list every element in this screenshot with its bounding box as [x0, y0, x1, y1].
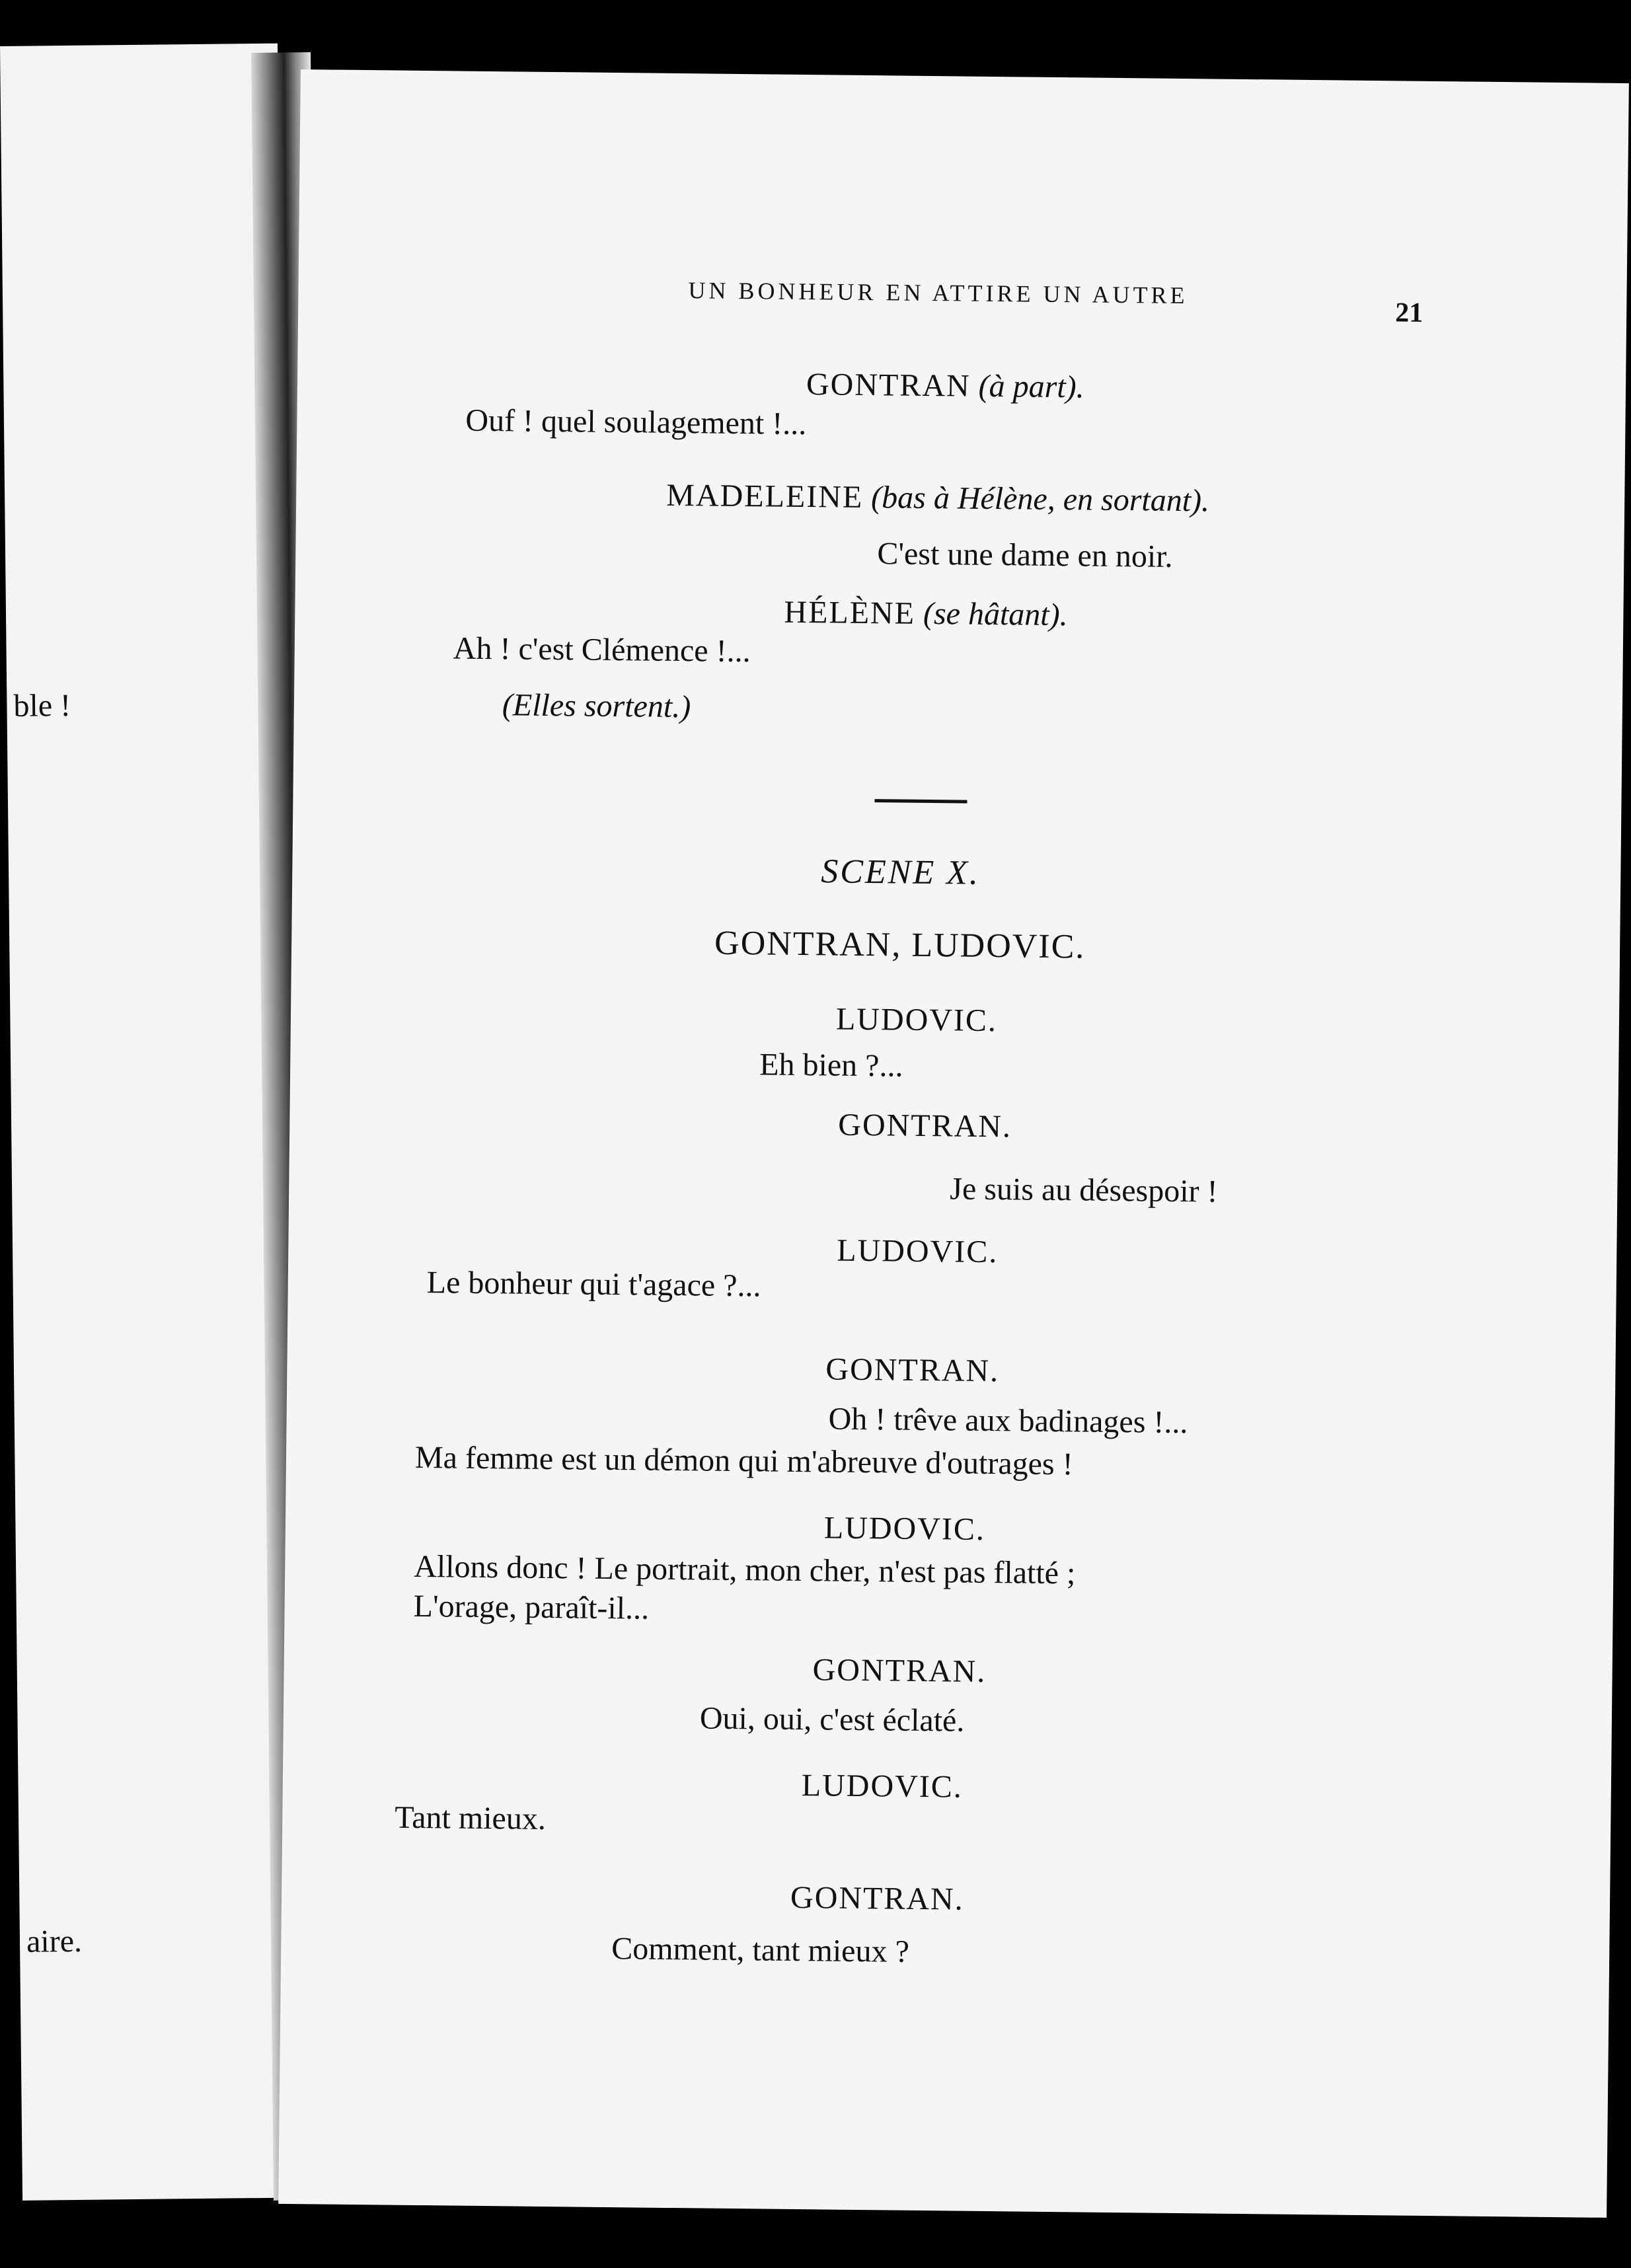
speaker-name: GONTRAN. [790, 1879, 964, 1917]
verse-line: Ah ! c'est Clémence !... [453, 630, 751, 669]
speaker-name: GONTRAN. [812, 1652, 987, 1689]
left-page-fragment: aire. [26, 1923, 83, 1959]
stage-direction: (à part). [978, 368, 1084, 405]
verse-line: L'orage, paraît-il... [413, 1588, 650, 1626]
speaker-name: LUDOVIC. [837, 1232, 999, 1270]
verse-line: Allons donc ! Le portrait, mon cher, n'est pas flatté ; [414, 1548, 1076, 1591]
verse-line: Ouf ! quel soulagement !... [465, 402, 807, 442]
speaker-name: LUDOVIC. [823, 1510, 986, 1547]
speaker-name: HÉLÈNE [784, 594, 916, 631]
verse-line: Oh ! trêve aux badinages !... [828, 1401, 1188, 1441]
speaker-name: GONTRAN. [825, 1351, 1000, 1389]
speaker-name: LUDOVIC. [801, 1768, 964, 1805]
speaker-line [784, 594, 1068, 633]
scene-title: SCENE X. [821, 852, 981, 892]
verse-line: Oui, oui, c'est éclaté. [699, 1700, 965, 1739]
verse-line: Je suis au désespoir ! [950, 1171, 1218, 1209]
speaker-name: GONTRAN [806, 367, 971, 404]
stage-direction: (Elles sortent.) [502, 687, 691, 725]
verse-line: Ma femme est un démon qui m'abreuve d'outrages ! [414, 1439, 1073, 1482]
page-number: 21 [1394, 297, 1423, 328]
scene-characters: GONTRAN, LUDOVIC. [714, 924, 1086, 966]
verse-line: Eh bien ?... [759, 1047, 903, 1084]
speaker-line [806, 369, 1084, 403]
speaker-line [666, 477, 1210, 519]
right-page [278, 69, 1629, 2218]
verse-line: Le bonheur qui t'agace ?... [426, 1265, 761, 1304]
left-page-fragment: ble ! [13, 687, 71, 724]
stage-direction: (bas à Hélène, en sortant). [870, 480, 1210, 519]
speaker-name: MADELEINE [666, 477, 864, 515]
verse-line: C'est une dame en noir. [877, 536, 1173, 574]
scene-divider [874, 799, 967, 803]
speaker-name: LUDOVIC. [835, 1001, 998, 1039]
verse-line: Comment, tant mieux ? [611, 1931, 910, 1969]
speaker-name: GONTRAN. [838, 1107, 1012, 1145]
stage-direction: (se hâtant). [923, 595, 1068, 633]
verse-line: Tant mieux. [395, 1799, 547, 1837]
running-title: UN BONHEUR EN ATTIRE UN AUTRE [688, 277, 1188, 309]
